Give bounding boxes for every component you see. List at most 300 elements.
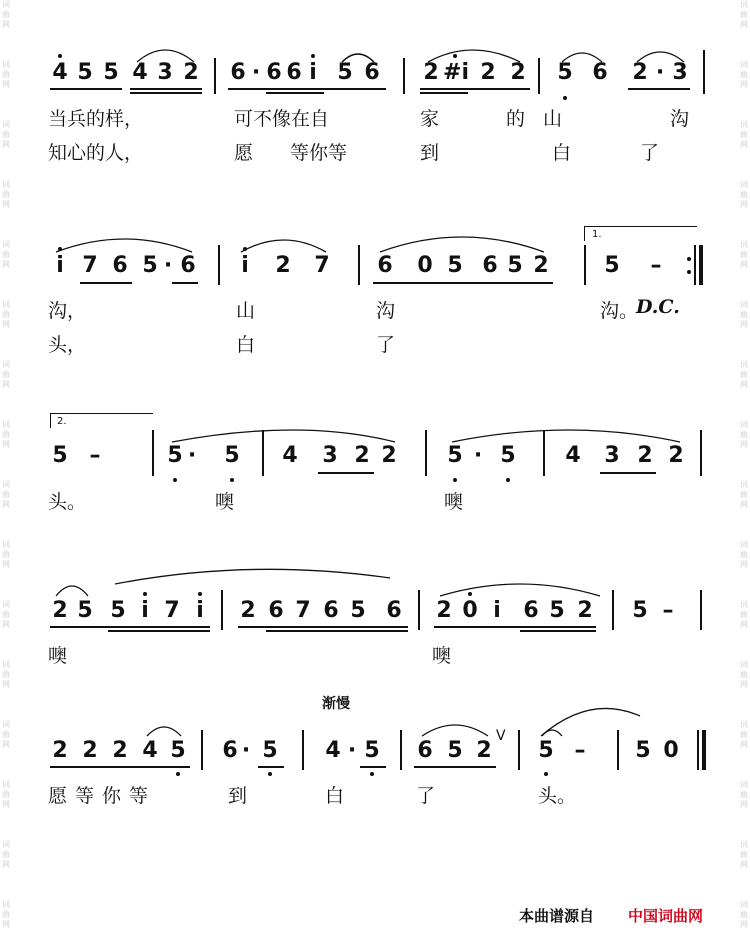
octave-dot-low [453,478,457,482]
octave-dot-high [311,54,315,58]
watermark-group [740,0,748,30]
note: 2 [112,738,128,763]
watermark-char: 词 [740,420,748,429]
watermark-char: 词 [740,840,748,849]
bar-line [221,590,223,630]
watermark-char: 曲 [740,850,748,859]
note: 2 [275,253,291,278]
watermark-group [2,780,10,810]
watermark-char: 词 [2,300,10,309]
watermark-char: 网 [2,740,10,749]
note: 2 [240,598,256,623]
note: 6 [523,598,539,623]
watermark-char: 曲 [2,730,10,739]
bar-line [358,245,360,285]
watermark-char: 网 [2,800,10,809]
beam-line [414,766,496,768]
note: 6 [180,253,196,278]
watermark-group [740,600,748,630]
note: 3 [322,443,338,468]
watermark-char: 曲 [740,70,748,79]
note: 4 [565,443,581,468]
watermark-char: 词 [740,60,748,69]
note: 5 [447,738,463,763]
beam-line [266,92,324,94]
bar-line [612,590,614,630]
lyric: 山 [236,300,256,322]
note: i [493,598,501,623]
watermark-char: 曲 [2,490,10,499]
watermark-char: 词 [2,420,10,429]
beam-line [50,766,190,768]
watermark-char: 网 [740,680,748,689]
beam-line [238,626,408,628]
watermark-char: 网 [2,320,10,329]
watermark-group [740,180,748,210]
watermark-group [740,60,748,90]
note: 5 [447,443,463,468]
note: 2 [52,738,68,763]
watermark-group [2,660,10,690]
watermark-char: 词 [740,660,748,669]
bar-line [584,245,586,285]
watermark-char: 词 [740,720,748,729]
watermark-group [2,720,10,750]
watermark-char: 网 [740,560,748,569]
bar-line [518,730,520,770]
watermark-group [740,480,748,510]
note: 2 [637,443,653,468]
watermark-char: 网 [2,860,10,869]
note: 4 [282,443,298,468]
lyric: 了 [376,334,396,356]
slur [241,240,326,252]
note: 6 [417,738,433,763]
lyric: 到 [228,785,248,807]
note: 5 [167,443,183,468]
watermark-char: 词 [2,120,10,129]
source-label: 本曲谱源自 [519,907,595,925]
note: i [309,60,317,85]
watermark-char: 曲 [2,370,10,379]
note: 6 [364,60,380,85]
note: 6 [482,253,498,278]
note: 5 [110,598,126,623]
beam-line [600,472,656,474]
watermark-char: 词 [2,720,10,729]
watermark-char: 词 [2,360,10,369]
lyric: 沟 [670,108,690,130]
note: 3 [604,443,620,468]
watermark-char: 词 [740,900,748,909]
watermark-group [740,840,748,870]
beam-line [420,88,530,90]
note: 4 [132,60,148,85]
lyric: 的山 [506,108,581,130]
watermark-char: 词 [740,120,748,129]
lyric: 了 [416,785,436,807]
note: 7 [295,598,311,623]
bar-line [262,430,264,476]
watermark-char: 词 [2,840,10,849]
watermark-char: 网 [740,440,748,449]
bar-line [201,730,203,770]
note-sharp: #i [443,60,469,85]
note: 5 [635,738,651,763]
lyric: 了 [640,142,660,164]
note: 6 [266,60,282,85]
bar-line [700,590,702,630]
lyric: 白 [552,142,572,164]
note: 4 [142,738,158,763]
note: i [241,253,249,278]
watermark-char: 曲 [2,910,10,919]
watermark-char: 曲 [2,550,10,559]
note: 5 [170,738,186,763]
note-dot: · [655,60,665,85]
note: 2 [52,598,68,623]
note: 5 [262,738,278,763]
beam-line [228,88,386,90]
beam-line [80,282,132,284]
note: 6 [286,60,302,85]
watermark-char: 曲 [740,490,748,499]
beam-line [520,630,596,632]
bar-line [418,590,420,630]
slur [422,725,488,736]
repeat-dot [687,270,691,274]
watermark-char: 网 [2,920,10,929]
bar-line [538,58,540,94]
watermark-char: 曲 [2,790,10,799]
watermark-char: 词 [2,480,10,489]
watermark-group [2,60,10,90]
watermark-char: 词 [2,660,10,669]
watermark-char: 曲 [2,70,10,79]
watermark-char: 曲 [740,370,748,379]
lyric: 头， [48,334,87,356]
note-dot: · [241,738,251,763]
beam-line [130,92,202,94]
bar-line [152,430,154,476]
watermark-char: 网 [2,20,10,29]
watermark-char: 网 [2,440,10,449]
watermark-group [2,420,10,450]
note: 6 [386,598,402,623]
watermark-char: 网 [2,620,10,629]
watermark-group [2,360,10,390]
watermark-group [740,300,748,330]
watermark-char: 网 [2,380,10,389]
bar-line [218,245,220,285]
note: 0 [417,253,433,278]
octave-dot-low [176,772,180,776]
watermark-char: 词 [740,600,748,609]
note: 2 [381,443,397,468]
watermark-char: 曲 [2,130,10,139]
watermark-char: 网 [740,200,748,209]
watermark-char: 网 [2,140,10,149]
note: 7 [82,253,98,278]
octave-dot-high [58,54,62,58]
octave-dot-high [58,247,62,251]
watermark-char: 网 [740,500,748,509]
note: 5 [538,738,554,763]
note: 2 [668,443,684,468]
watermark-group [740,720,748,750]
watermark-char: 网 [2,260,10,269]
slur [440,584,600,596]
beam-line [130,88,202,90]
note: 5 [224,443,240,468]
watermark-char: 网 [740,800,748,809]
watermark-char: 曲 [740,430,748,439]
watermark-group [2,240,10,270]
right-watermark-strip [738,0,750,952]
note: 5 [447,253,463,278]
note: 6 [592,60,608,85]
octave-dot-high [453,54,457,58]
watermark-char: 词 [740,0,748,9]
beam-line [50,88,122,90]
repeat-bar-line-thick [699,245,703,285]
lyric: 沟 [376,300,396,322]
bar-line [400,730,402,770]
watermark-char: 曲 [740,550,748,559]
watermark-group [2,600,10,630]
note-dot: · [347,738,357,763]
note: i [141,598,149,623]
repeat-bar-line [694,245,696,285]
watermark-char: 词 [2,60,10,69]
watermark-char: 曲 [740,190,748,199]
lyric: 白 [325,785,345,807]
watermark-group [740,540,748,570]
watermark-char: 曲 [740,910,748,919]
slur [380,237,544,252]
note: 2 [577,598,593,623]
beam-line [420,92,468,94]
watermark-char: 网 [2,680,10,689]
note: 2 [510,60,526,85]
note: 5 [557,60,573,85]
watermark-group [2,480,10,510]
watermark-char: 词 [740,480,748,489]
octave-dot-low [370,772,374,776]
watermark-char: 词 [2,780,10,789]
lyric: 沟。 [600,300,639,322]
beam-line [266,630,408,632]
watermark-group [2,120,10,150]
note: 2 [423,60,439,85]
watermark-char: 网 [2,200,10,209]
beam-line [628,88,690,90]
note: 5 [549,598,565,623]
watermark-char: 网 [740,860,748,869]
watermark-char: 网 [740,620,748,629]
beam-line [434,626,596,628]
lyric: 愿 [234,142,254,164]
note: 5 [507,253,523,278]
first-ending-label: 1. [592,229,602,240]
beam-line [373,282,553,284]
slur [428,50,520,62]
note-dash: – [574,738,586,763]
slur [172,430,395,442]
note: 5 [632,598,648,623]
watermark-char: 网 [740,80,748,89]
lyric: 知心的人， [48,142,144,164]
watermark-char: 曲 [2,190,10,199]
note: 6 [222,738,238,763]
bar-line [700,430,702,476]
watermark-char: 曲 [740,610,748,619]
watermark-char: 网 [740,20,748,29]
slur [541,708,640,736]
note: 7 [314,253,330,278]
watermark-char: 网 [740,920,748,929]
watermark-char: 网 [2,500,10,509]
slur [56,239,192,252]
watermark-char: 曲 [740,310,748,319]
watermark-char: 网 [2,560,10,569]
note: 2 [436,598,452,623]
note-dash: – [650,253,662,278]
breath-mark: V [496,728,506,744]
watermark-char: 曲 [2,10,10,19]
watermark-group [740,660,748,690]
note: 6 [230,60,246,85]
da-capo-mark: D.C. [636,296,680,318]
octave-dot-low [230,478,234,482]
octave-dot-high [143,592,147,596]
note: 5 [604,253,620,278]
watermark-char: 词 [2,600,10,609]
lyric: 头。 [48,491,87,513]
note: 2 [183,60,199,85]
watermark-char: 网 [740,380,748,389]
beam-line [360,766,386,768]
note: 5 [337,60,353,85]
watermark-char: 词 [2,240,10,249]
watermark-char: 词 [2,900,10,909]
octave-dot-low [268,772,272,776]
bar-line [302,730,304,770]
site-name-link[interactable]: 中国词曲网 [628,907,704,925]
watermark-char: 曲 [740,130,748,139]
left-watermark-strip [0,0,12,952]
watermark-group [2,540,10,570]
watermark-group [740,420,748,450]
octave-dot-low [506,478,510,482]
watermark-char: 词 [740,540,748,549]
bar-line [425,430,427,476]
note: 6 [377,253,393,278]
slur [452,430,680,442]
watermark-group [740,780,748,810]
watermark-char: 曲 [2,310,10,319]
watermark-char: 曲 [740,730,748,739]
note: 2 [480,60,496,85]
note: 0 [462,598,478,623]
octave-dot-high [468,592,472,596]
final-bar-line [697,730,699,770]
beam-line [108,630,210,632]
watermark-char: 词 [740,240,748,249]
final-bar-line-thick [702,730,706,770]
watermark-group [740,900,748,930]
note: i [196,598,204,623]
watermark-char: 词 [2,540,10,549]
note: 5 [500,443,516,468]
lyric: 噢 [48,645,68,667]
lyric: 家 [420,108,440,130]
watermark-char: 曲 [740,670,748,679]
note: 3 [672,60,688,85]
lyric: 可不像在自 [234,108,330,130]
note: 5 [142,253,158,278]
watermark-char: 曲 [740,10,748,19]
octave-dot-high [198,592,202,596]
lyric: 噢 [432,645,452,667]
watermark-group [2,180,10,210]
beam-line [50,626,210,628]
note-dot: · [187,443,197,468]
note: 2 [632,60,648,85]
slur [115,569,390,584]
watermark-char: 曲 [2,610,10,619]
note: 6 [323,598,339,623]
watermark-char: 网 [740,260,748,269]
watermark-char: 曲 [2,850,10,859]
lyric: 当兵的样， [48,108,144,130]
watermark-char: 曲 [2,250,10,259]
note: 2 [533,253,549,278]
watermark-group [2,0,10,30]
watermark-char: 网 [740,740,748,749]
watermark-group [2,300,10,330]
lyric: 噢 [444,491,464,513]
beam-line [318,472,374,474]
watermark-group [740,360,748,390]
note: 7 [164,598,180,623]
tempo-marking: 渐慢 [322,696,350,712]
note: 4 [52,60,68,85]
note: 5 [350,598,366,623]
octave-dot-low [173,478,177,482]
note: 5 [364,738,380,763]
repeat-dot [687,257,691,261]
octave-dot-low [544,772,548,776]
slur [542,730,562,736]
lyric: 头。 [538,785,577,807]
bar-line [543,430,545,476]
note: 6 [112,253,128,278]
note-dash: – [89,443,101,468]
watermark-group [740,240,748,270]
slur [56,586,88,596]
watermark-group [2,840,10,870]
note: 2 [354,443,370,468]
watermark-char: 曲 [2,430,10,439]
bar-line [403,58,405,94]
beam-line [172,282,198,284]
octave-dot-low [563,96,567,100]
note: 5 [103,60,119,85]
note-dot: · [473,443,483,468]
watermark-char: 网 [740,140,748,149]
lyric: 等你等 [290,142,348,164]
